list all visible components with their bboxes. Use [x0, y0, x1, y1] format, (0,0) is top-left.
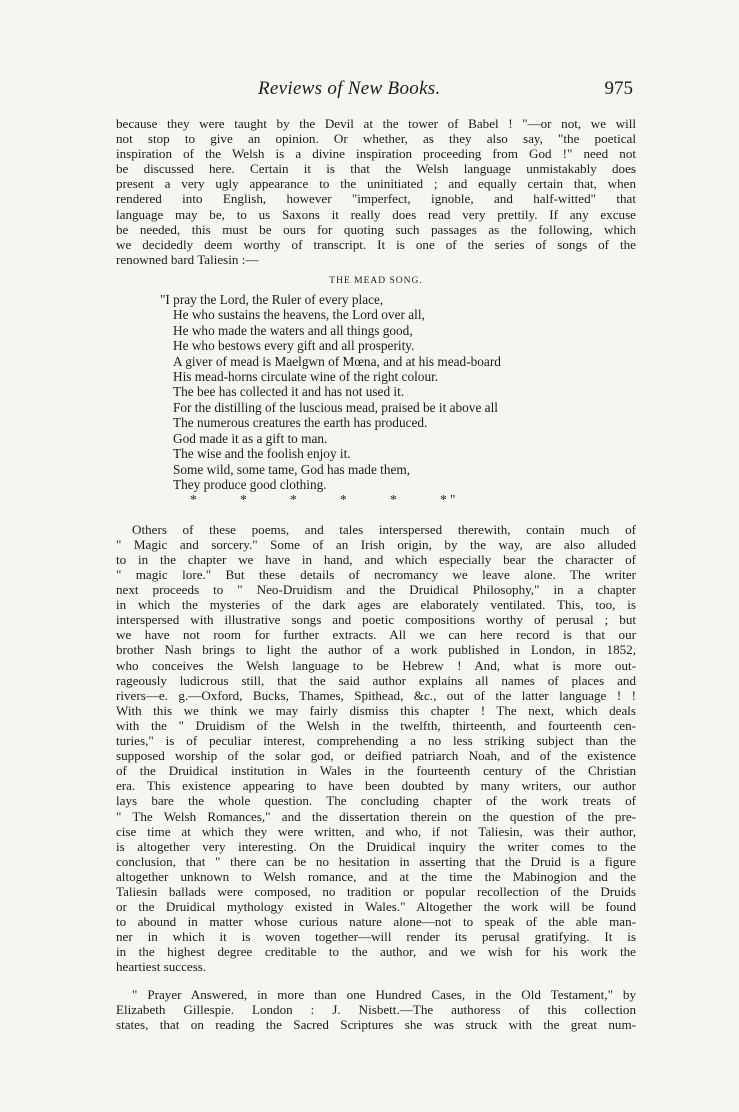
text-line: with the " Druidism of the Welsh in the twelfth, thirteenth, and fourteenth cen-	[116, 717, 636, 733]
text-line: be discussed here. Certain it is that the Welsh language unmistakably does	[116, 161, 636, 177]
text-line: " Prayer Answered, in more than one Hundred Cases, in the Old Testament," by	[132, 986, 636, 1002]
text-line: altogether unknown to Welsh romance, and at the time the Mabinogion and the	[116, 868, 636, 884]
text-line: of the Druidical institution in Wales in the fourteenth century of the Christian	[116, 763, 636, 779]
star: * "	[440, 492, 456, 508]
text-line: we decidedly deem worthy of transcript. It is one of the series of songs of the	[116, 236, 636, 252]
text-line: Others of these poems, and tales interspersed therewith, contain much of	[132, 521, 636, 537]
text-line: conclusion, that " there can be no hesitation in asserting that the Druid is a figure	[116, 853, 636, 869]
text-line: brother Nash brings to light the author of a work published in London, in 1852,	[116, 642, 636, 658]
text-line: lays bare the whole question. The concluding chapter of the work treats of	[116, 793, 636, 809]
poem-line: The wise and the foolish enjoy it.	[173, 446, 351, 462]
page-number: 975	[604, 78, 633, 99]
text-line: we have not room for further extracts. All we can here record is that our	[116, 627, 636, 643]
poem-line: God made it as a gift to man.	[173, 430, 328, 446]
poem-line: A giver of mead is Maelgwn of Mœna, and at his mead-board	[173, 353, 501, 369]
text-line: turies," is of peculiar interest, comprehending a no less striking subject than the	[116, 733, 636, 749]
star: *	[290, 492, 297, 508]
poem	[160, 292, 636, 508]
star: *	[240, 492, 247, 508]
text-line: " magic lore." But these details of necromancy we leave alone. The writer	[116, 567, 636, 582]
poem-line: They produce good clothing.	[173, 476, 327, 492]
text-line: renowned bard Taliesin :—	[116, 251, 259, 267]
text-line: Elizabeth Gillespie. London : J. Nisbett.—The authoress of this collection	[116, 1001, 636, 1017]
poem-line: "I pray the Lord, the Ruler of every place,	[160, 292, 384, 308]
page-header	[0, 78, 739, 100]
text-line: present a very ugly appearance to the uninitiated ; and equally certain that, when	[116, 176, 636, 192]
review-paragraph	[116, 522, 636, 975]
text-line: not stop to give an opinion. Or whether, as they also say, "the poetical	[116, 131, 636, 147]
text-line: states, that on reading the Sacred Scriptures she was struck with the great num-	[116, 1016, 636, 1032]
asterism	[160, 492, 636, 507]
text-line: " Magic and sorcery." Some of an Irish origin, by the way, are also alluded	[116, 536, 636, 552]
text-line: in which the mysteries of the dark ages are elaborately ventilated. This, too, is	[116, 597, 636, 613]
poem-line: The numerous creatures the earth has produced.	[173, 415, 428, 431]
star: *	[390, 492, 397, 508]
text-line: in the highest degree creditable to the author, and we wish for his work the	[116, 944, 636, 960]
star: *	[340, 492, 347, 508]
intro-paragraph	[116, 116, 636, 267]
star: *	[190, 492, 197, 508]
text-line: is altogether very interesting. On the Druidical inquiry the writer comes to the	[116, 838, 636, 854]
text-line: heartiest success.	[116, 959, 207, 975]
text-line: inspiration of the Welsh is a divine inspiration proceeding from God !" need not	[116, 146, 636, 162]
text-line: era. This existence appearing to have been doubted by many writers, our author	[116, 778, 636, 794]
text-line: be needed, this must be ours for quoting such passages as the following, which	[116, 221, 636, 237]
text-line: cise time at which they were written, and who, if not Taliesin, was their author,	[116, 823, 636, 839]
text-line: " The Welsh Romances," and the dissertation therein on the question of the pre-	[116, 808, 636, 824]
text-line: or the Druidical mythology existed in Wales." Altogether the work will be found	[116, 899, 636, 915]
poem-line: He who bestows every gift and all prosperity.	[173, 338, 415, 354]
text-line: rivers—e. g.—Oxford, Bucks, Thames, Spithead, &c., out of the latter language ! !	[116, 687, 636, 703]
text-line: rendered into English, however "imperfect, ignoble, and half-witted" that	[116, 191, 636, 207]
text-line: interspersed with illustrative songs and poetic compositions worthy of perusal ; but	[116, 612, 636, 628]
text-line: ner in which it is woven together—will render its perusal gratifying. It is	[116, 929, 636, 945]
running-title: Reviews of New Books.	[258, 78, 441, 99]
text-line: who conceives the Welsh language to be Hebrew ! And, what is more out-	[116, 657, 636, 673]
poem-line: Some wild, some tame, God has made them,	[173, 461, 411, 477]
book-notice	[116, 987, 636, 1032]
text-line: With this we think we may fairly dismiss this chapter ! The next, which deals	[116, 702, 636, 718]
text-line: because they were taught by the Devil at the tower of Babel ! "—or not, we will	[116, 116, 636, 131]
text-line: Taliesin ballads were composed, no tradition or popular recollection of the Druids	[116, 883, 636, 899]
song-title: THE MEAD SONG.	[329, 275, 423, 286]
poem-line: For the distilling of the luscious mead, praised be it above all	[173, 399, 498, 415]
text-line: rageously ludicrous still, that the said author explains all names of places and	[116, 672, 636, 688]
text-line: to in the chapter we have in hand, and which especially bear the character of	[116, 551, 636, 567]
text-line: supposed worship of the solar god, or deified patriarch Noah, and of the existence	[116, 748, 636, 764]
poem-line: The bee has collected it and has not used it.	[173, 384, 405, 400]
poem-line: He who made the waters and all things good,	[173, 322, 413, 338]
poem-line: He who sustains the heavens, the Lord over all,	[173, 307, 425, 323]
text-line: next proceeds to " Neo-Druidism and the Druidical Philosophy," in a chapter	[116, 582, 636, 598]
text-line: to abound in matter whose curious nature alone—not to speak of the able man-	[116, 914, 636, 930]
poem-line: His mead-horns circulate wine of the right colour.	[173, 369, 439, 385]
page-body	[116, 116, 636, 1032]
text-line: language may be, to us Saxons it really does read very prettily. If any excuse	[116, 206, 636, 222]
